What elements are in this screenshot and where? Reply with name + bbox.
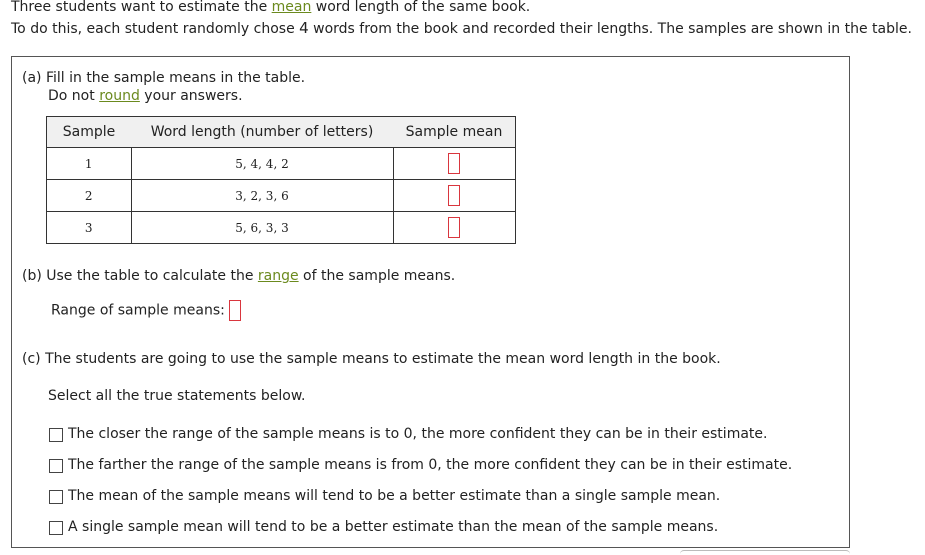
- statement-label: A single sample mean will tend to be a better estimate than the mean of the sample means.: [68, 519, 719, 535]
- sample-mean-cell: [393, 148, 516, 180]
- checkbox[interactable]: [49, 490, 63, 504]
- word-lengths-cell: 5, 6, 3, 3: [131, 212, 393, 244]
- samples-table: [46, 116, 516, 244]
- range-input[interactable]: [229, 300, 241, 321]
- range-glossary-link[interactable]: range: [257, 268, 299, 284]
- part-b-title: [22, 267, 455, 285]
- statement-label: The closer the range of the sample means is to 0, the more confident they can be in their estimate.: [68, 426, 768, 442]
- question-panel: [11, 56, 850, 548]
- intro-text: To do this, each student randomly chose: [11, 21, 300, 37]
- table-row: [47, 180, 516, 212]
- range-row: [51, 300, 241, 321]
- table-row: [47, 212, 516, 244]
- statement-label: The farther the range of the sample means is from 0, the more confident they can be in their estimate.: [68, 457, 793, 473]
- sample-number-cell: 1: [47, 148, 132, 180]
- round-glossary-link[interactable]: round: [99, 88, 140, 104]
- part-b-text: (b) Use the table to calculate the: [22, 268, 258, 284]
- statement-options: [48, 426, 792, 550]
- statement-label: The mean of the sample means will tend to be a better estimate than a single sample mean.: [68, 488, 721, 504]
- instruction-text: Do not: [48, 88, 100, 104]
- part-b-text: of the sample means.: [298, 268, 456, 284]
- problem-intro: [11, 0, 912, 40]
- sample-mean-cell: [393, 180, 516, 212]
- column-header-word-length: Word length (number of letters): [131, 117, 393, 148]
- intro-line-2: [11, 18, 912, 40]
- statement-option-4[interactable]: [48, 519, 792, 550]
- footer-edge-decoration: [680, 550, 850, 555]
- word-lengths-cell: 3, 2, 3, 6: [131, 180, 393, 212]
- sample-mean-input-3[interactable]: [448, 217, 460, 238]
- sample-size-number: 4: [299, 19, 309, 37]
- sample-mean-input-2[interactable]: [448, 185, 460, 206]
- range-label: Range of sample means:: [51, 302, 225, 319]
- checkbox[interactable]: [49, 428, 63, 442]
- table-row: [47, 148, 516, 180]
- intro-text: Three students want to estimate the: [11, 0, 272, 15]
- statement-option-2[interactable]: [48, 457, 792, 488]
- table-header-row: [47, 117, 516, 148]
- intro-line-1: [11, 0, 912, 18]
- sample-mean-cell: [393, 212, 516, 244]
- sample-number-cell: 2: [47, 180, 132, 212]
- part-c-title: (c) The students are going to use the sample means to estimate the mean word length in the book.: [22, 351, 721, 367]
- statement-option-1[interactable]: [48, 426, 792, 457]
- intro-text: word length of the same book.: [311, 0, 531, 15]
- checkbox[interactable]: [49, 459, 63, 473]
- checkbox[interactable]: [49, 521, 63, 535]
- part-a-title: (a) Fill in the sample means in the table.: [22, 70, 306, 86]
- column-header-sample-mean: Sample mean: [393, 117, 516, 148]
- sample-mean-input-1[interactable]: [448, 153, 460, 174]
- word-lengths-cell: 5, 4, 4, 2: [131, 148, 393, 180]
- instruction-text: your answers.: [139, 88, 243, 104]
- intro-text: words from the book and recorded their lengths. The samples are shown in the table.: [308, 21, 912, 37]
- column-header-sample: Sample: [47, 117, 132, 148]
- part-c-instruction: Select all the true statements below.: [48, 388, 306, 404]
- mean-glossary-link[interactable]: mean: [271, 0, 312, 15]
- sample-number-cell: 3: [47, 212, 132, 244]
- part-a-instruction: [48, 87, 243, 105]
- statement-option-3[interactable]: [48, 488, 792, 519]
